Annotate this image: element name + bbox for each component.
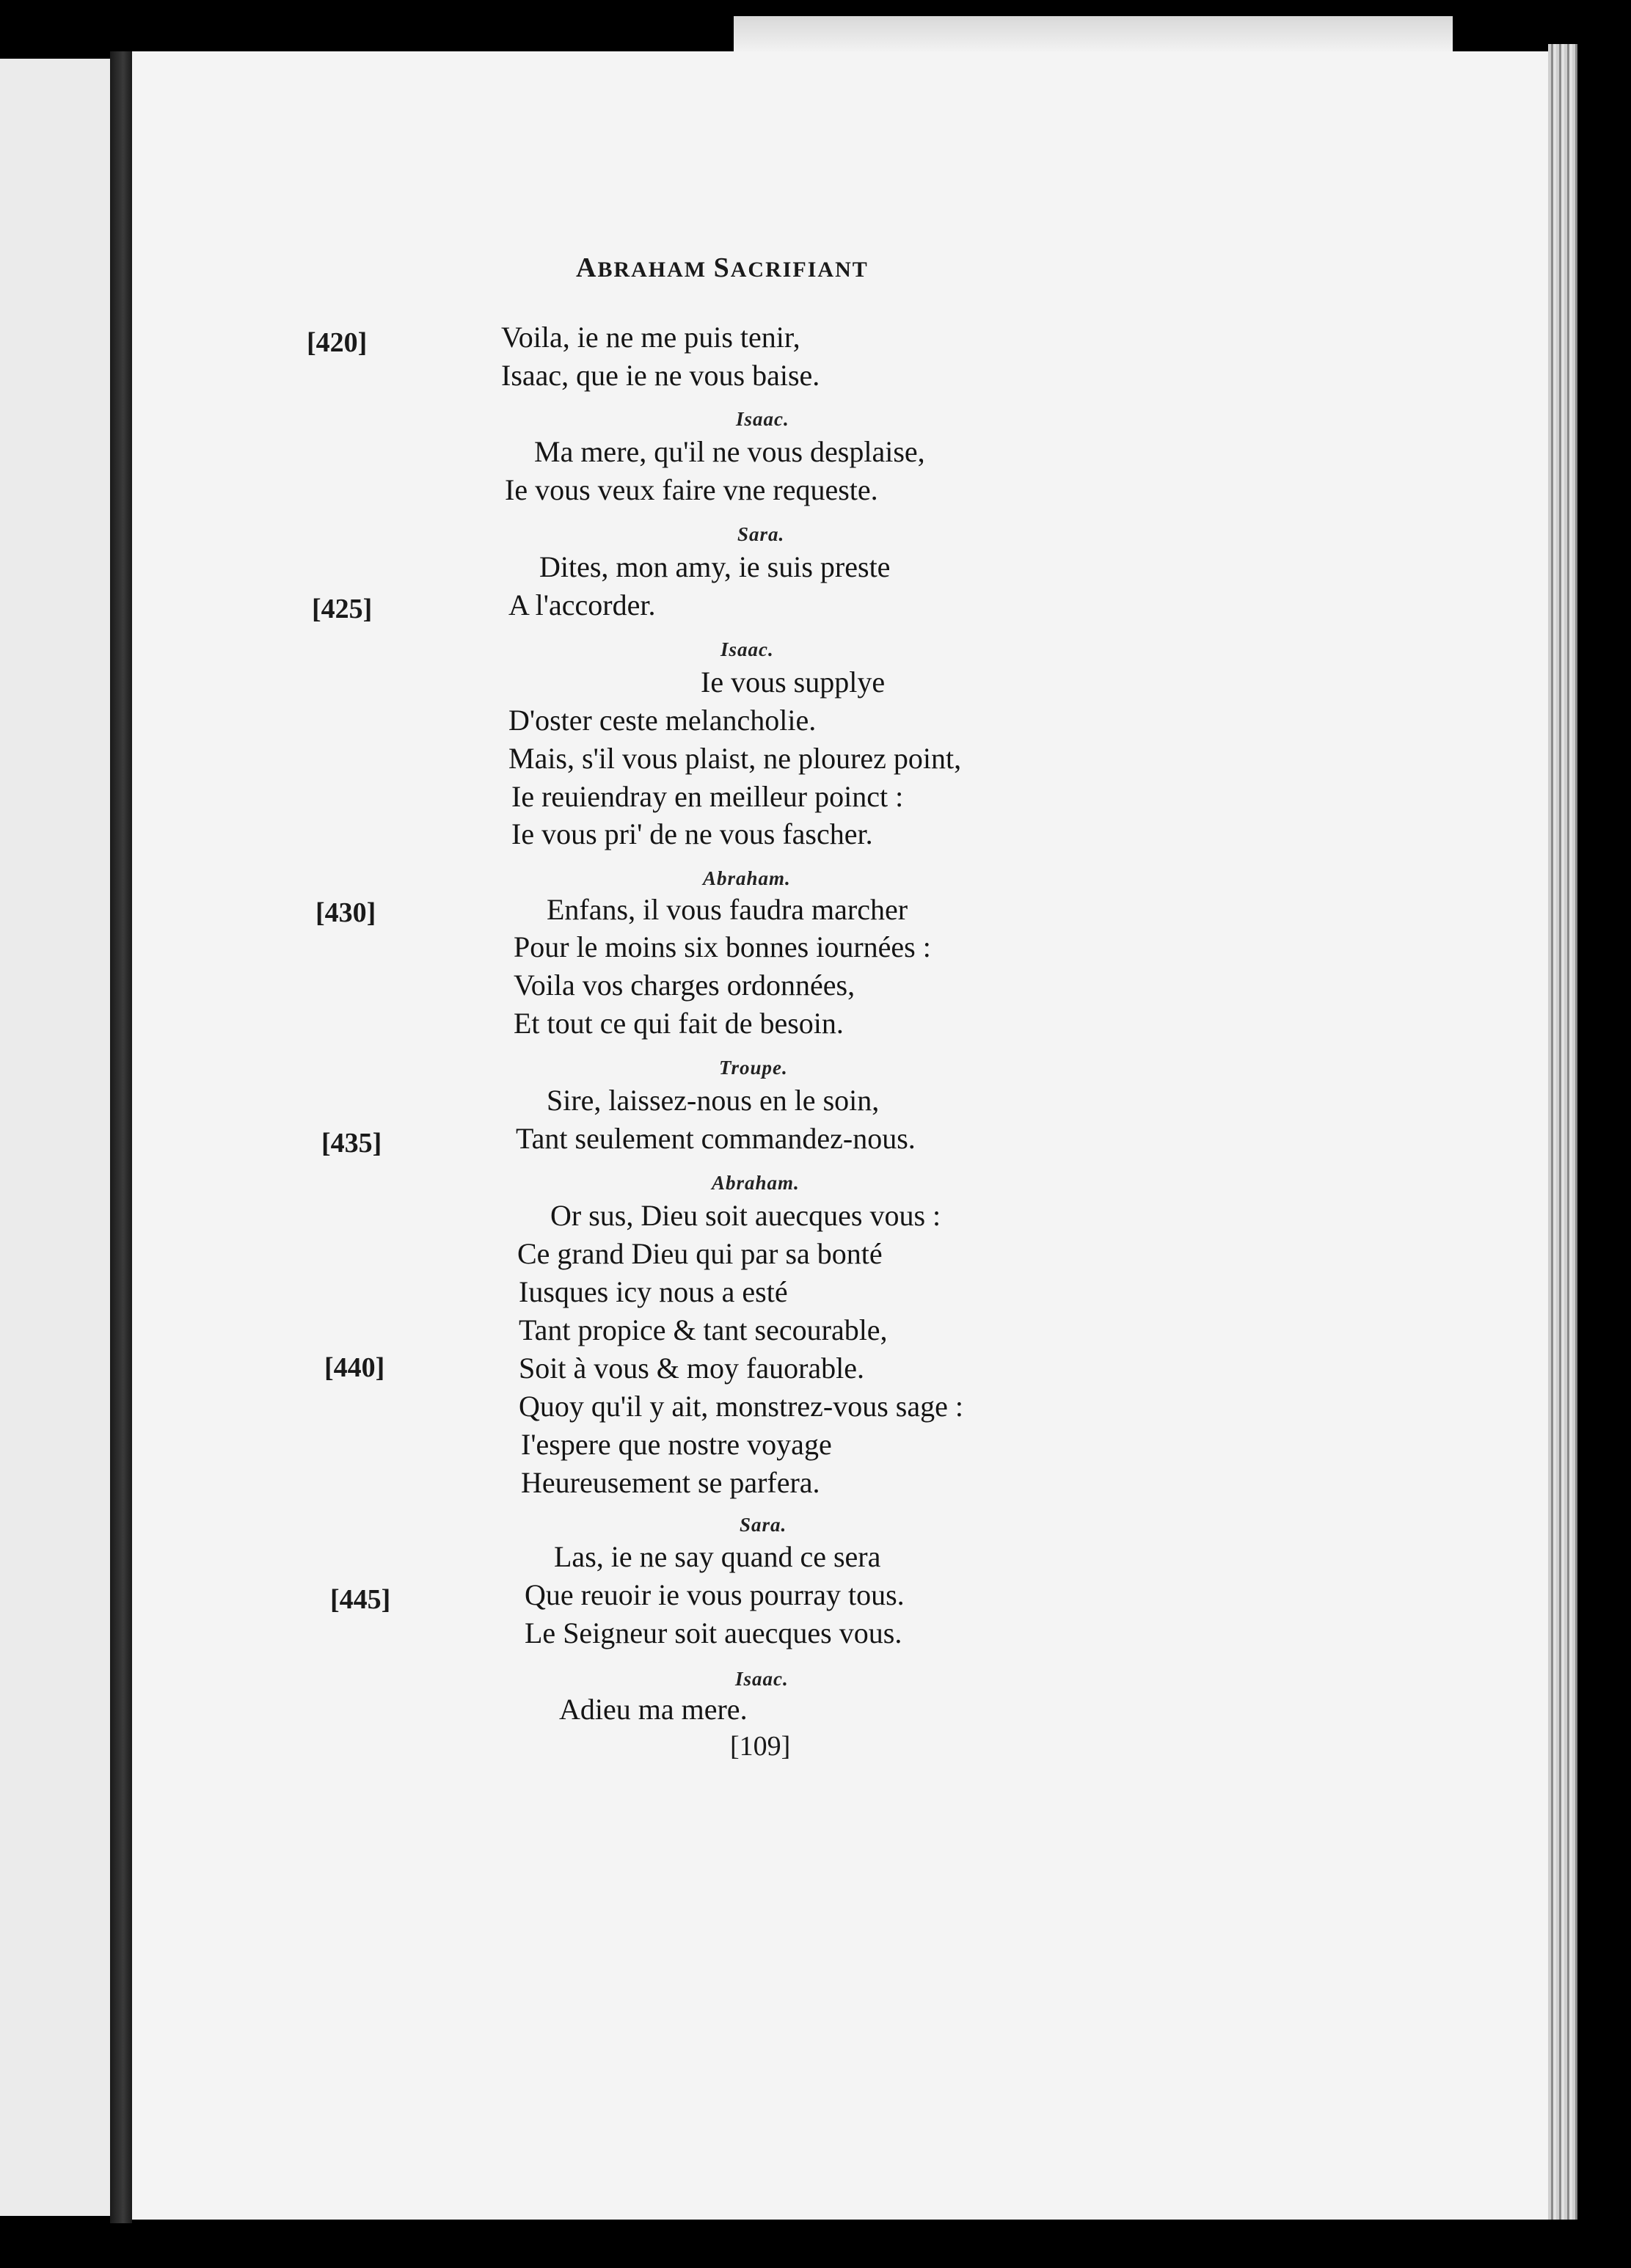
- verse-line: Ma mere, qu'il ne vous desplaise,: [534, 435, 925, 468]
- verse-line: Tant seulement commandez-nous.: [516, 1122, 916, 1155]
- verse-line: Le Seigneur soit auecques vous.: [525, 1616, 902, 1649]
- running-head-initial-2: S: [713, 252, 731, 283]
- line-number: [445]: [330, 1584, 391, 1615]
- line-number: [435]: [321, 1128, 382, 1159]
- verse-line: Enfans, il vous faudra marcher: [547, 893, 908, 926]
- speaker-name: Isaac.: [736, 408, 789, 430]
- verse-line: Soit à vous & moy fauorable.: [519, 1352, 865, 1385]
- verse-line: Dites, mon amy, ie suis preste: [539, 550, 891, 583]
- verse-line: Ie reuiendray en meilleur poinct :: [511, 780, 904, 813]
- verse-line: Ie vous supplye: [701, 666, 886, 699]
- verse-line: Adieu ma mere.: [559, 1693, 748, 1726]
- verse-line: Heureusement se parfera.: [521, 1466, 820, 1499]
- verse-line: Mais, s'il vous plaist, ne plourez point,: [508, 742, 962, 775]
- line-number: [430]: [315, 897, 376, 928]
- speaker-name: Sara.: [740, 1514, 787, 1536]
- scan-top-strip: [734, 16, 1453, 51]
- verse-line: Ie vous veux faire vne requeste.: [505, 473, 878, 506]
- verse-line: Que reuoir ie vous pourray tous.: [525, 1578, 905, 1611]
- facing-page-edge: [0, 59, 110, 2216]
- speaker-name: Abraham.: [703, 867, 791, 889]
- running-head: [576, 252, 869, 284]
- verse-line: Or sus, Dieu soit auecques vous :: [550, 1199, 941, 1232]
- verse-line: Voila vos charges ordonnées,: [514, 969, 855, 1002]
- speaker-name: Isaac.: [720, 638, 774, 660]
- running-head-word-2: ACRIFIANT: [730, 258, 869, 282]
- verse-line: Ie vous pri' de ne vous fascher.: [511, 817, 873, 850]
- line-number: [440]: [324, 1352, 385, 1383]
- speaker-name: Abraham.: [712, 1172, 800, 1194]
- verse-line: Iusques icy nous a esté: [519, 1275, 788, 1308]
- page-number: [109]: [730, 1731, 791, 1762]
- verse-line: I'espere que nostre voyage: [521, 1428, 832, 1461]
- verse-line: Sire, laissez-nous en le soin,: [547, 1084, 880, 1117]
- line-number: [420]: [307, 327, 368, 358]
- verse-line: A l'accorder.: [508, 588, 656, 621]
- verse-line: Las, ie ne say quand ce sera: [554, 1540, 881, 1573]
- verse-line: Ce grand Dieu qui par sa bonté: [517, 1237, 883, 1270]
- book-gutter: [110, 51, 132, 2223]
- verse-line: Et tout ce qui fait de besoin.: [514, 1007, 844, 1040]
- verse-line: Voila, ie ne me puis tenir,: [501, 321, 800, 354]
- speaker-name: Sara.: [737, 523, 785, 545]
- running-head-initial-1: A: [576, 252, 598, 283]
- verse-line: D'oster ceste melancholie.: [508, 704, 817, 737]
- speaker-name: Isaac.: [735, 1668, 789, 1690]
- verse-line: Isaac, que ie ne vous baise.: [501, 359, 820, 392]
- page-fore-edge: [1548, 44, 1577, 2220]
- verse-line: Pour le moins six bonnes iournées :: [514, 930, 931, 963]
- speaker-name: Troupe.: [719, 1057, 788, 1079]
- running-head-word-1: BRAHAM: [597, 258, 714, 282]
- verse-line: Tant propice & tant secourable,: [519, 1313, 888, 1346]
- line-number: [425]: [312, 594, 373, 624]
- verse-line: Quoy qu'il y ait, monstrez-vous sage :: [519, 1390, 963, 1423]
